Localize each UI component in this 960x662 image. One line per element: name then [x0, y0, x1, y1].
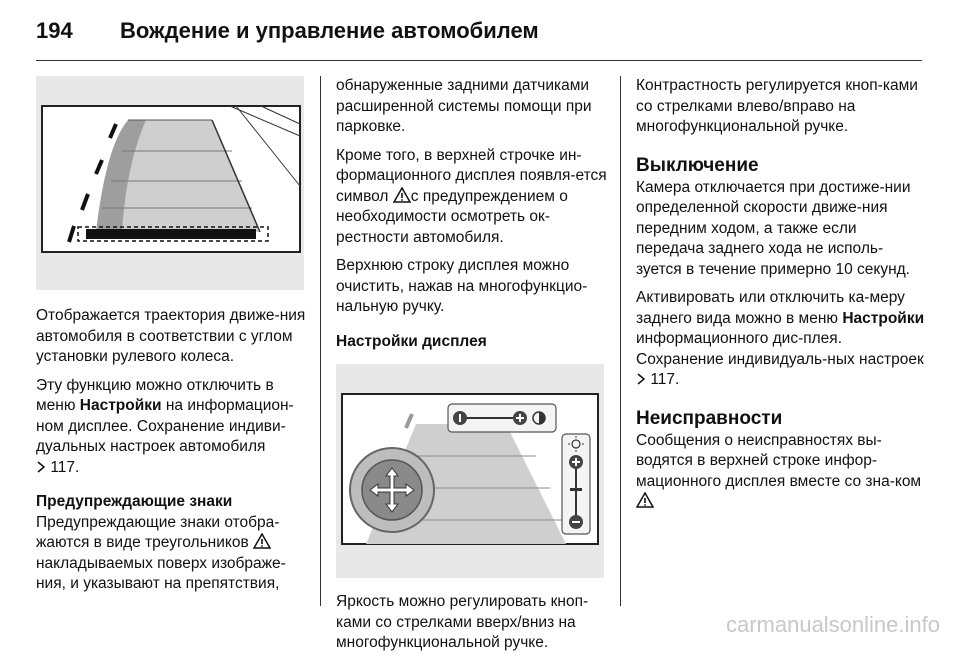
page-header [36, 10, 924, 50]
text: Активировать или отключить ка-меру заднего вида можно в меню [636, 289, 905, 327]
text: накладываемых поверх изображе-ния, и указывают на препятствия, [36, 554, 286, 592]
faults-paragraph [636, 431, 926, 513]
column-2 [336, 76, 608, 662]
text: Кроме того, в верхней строчке ин-формационного дисплея появля-ется символ [336, 146, 607, 205]
text: информационного дис-плея. Сохранение индивидуаль-ных настроек [636, 330, 924, 368]
column-divider [320, 76, 321, 606]
switch-off-paragraph: Камера отключается при достиже-нии определенной скорости движе-ния передним ходом, а также если передача заднего хода не исполь-зуется в течение примерно 10 секунд. [636, 178, 911, 278]
text: Эту функцию можно отключить в меню [36, 376, 274, 414]
rear-camera-illustration [36, 76, 304, 290]
settings-term: Настройки [842, 309, 925, 327]
page-ref-arrow-icon [636, 373, 646, 385]
settings-paragraph [36, 376, 308, 479]
header-rule [36, 60, 922, 61]
page-title: Вождение и управление автомобилем [120, 18, 539, 43]
warning-signs-paragraph [36, 513, 308, 595]
contrast-paragraph: Контрастность регулируется кноп-ками со стрелками влево/вправо на многофункциональной ручке. [636, 77, 918, 135]
warning-signs-heading: Предупреждающие знаки [36, 493, 233, 510]
settings-term: Настройки [79, 397, 162, 414]
page-ref[interactable]: 117. [50, 458, 80, 476]
page-ref-arrow-icon [36, 461, 46, 473]
page-number: 194 [36, 18, 73, 43]
watermark: carmanualsonline.info [725, 612, 940, 637]
page-ref[interactable]: 117. [650, 371, 680, 388]
faults-heading: Неисправности [636, 407, 783, 429]
warning-triangle-icon [636, 492, 654, 508]
text: на информацион-ном дисплее. Сохранение индиви-дуальных настроек автомобиля [36, 397, 294, 455]
clear-line-paragraph: Верхнюю строку дисплея можно очистить, нажав на многофункцио-нальную ручку. [336, 257, 588, 315]
activate-paragraph [636, 288, 926, 391]
text: Предупреждающие знаки отобра-жаются в виде треугольников [36, 513, 280, 551]
trajectory-paragraph: Отображается траектория движе-ния автомобиля в соответствии с углом установки рулевого колеса. [36, 307, 306, 365]
symbol-paragraph [336, 146, 608, 249]
text: Сообщения о неисправностях вы-водятся в верхней строке инфор-мационного дисплея вместе со зна-ком [636, 431, 922, 490]
column-3 [636, 76, 926, 521]
column-1 [36, 76, 308, 603]
display-settings-illustration [336, 364, 604, 578]
warning-triangle-icon [253, 533, 271, 549]
brightness-paragraph: Яркость можно регулировать кноп-ками со стрелками вверх/вниз на многофункциональной ручке. [336, 593, 589, 651]
rear-camera-figure [36, 76, 304, 290]
display-settings-figure [336, 364, 604, 578]
display-settings-heading: Настройки дисплея [336, 332, 487, 350]
sensors-paragraph: обнаруженные задними датчиками расширенной системы помощи при парковке. [336, 77, 592, 135]
switch-off-heading: Выключение [636, 154, 759, 176]
warning-triangle-icon [393, 187, 411, 203]
column-divider [620, 76, 621, 606]
text: с предупреждением о необходимости осмотреть ок-рестности автомобиля. [336, 187, 568, 246]
